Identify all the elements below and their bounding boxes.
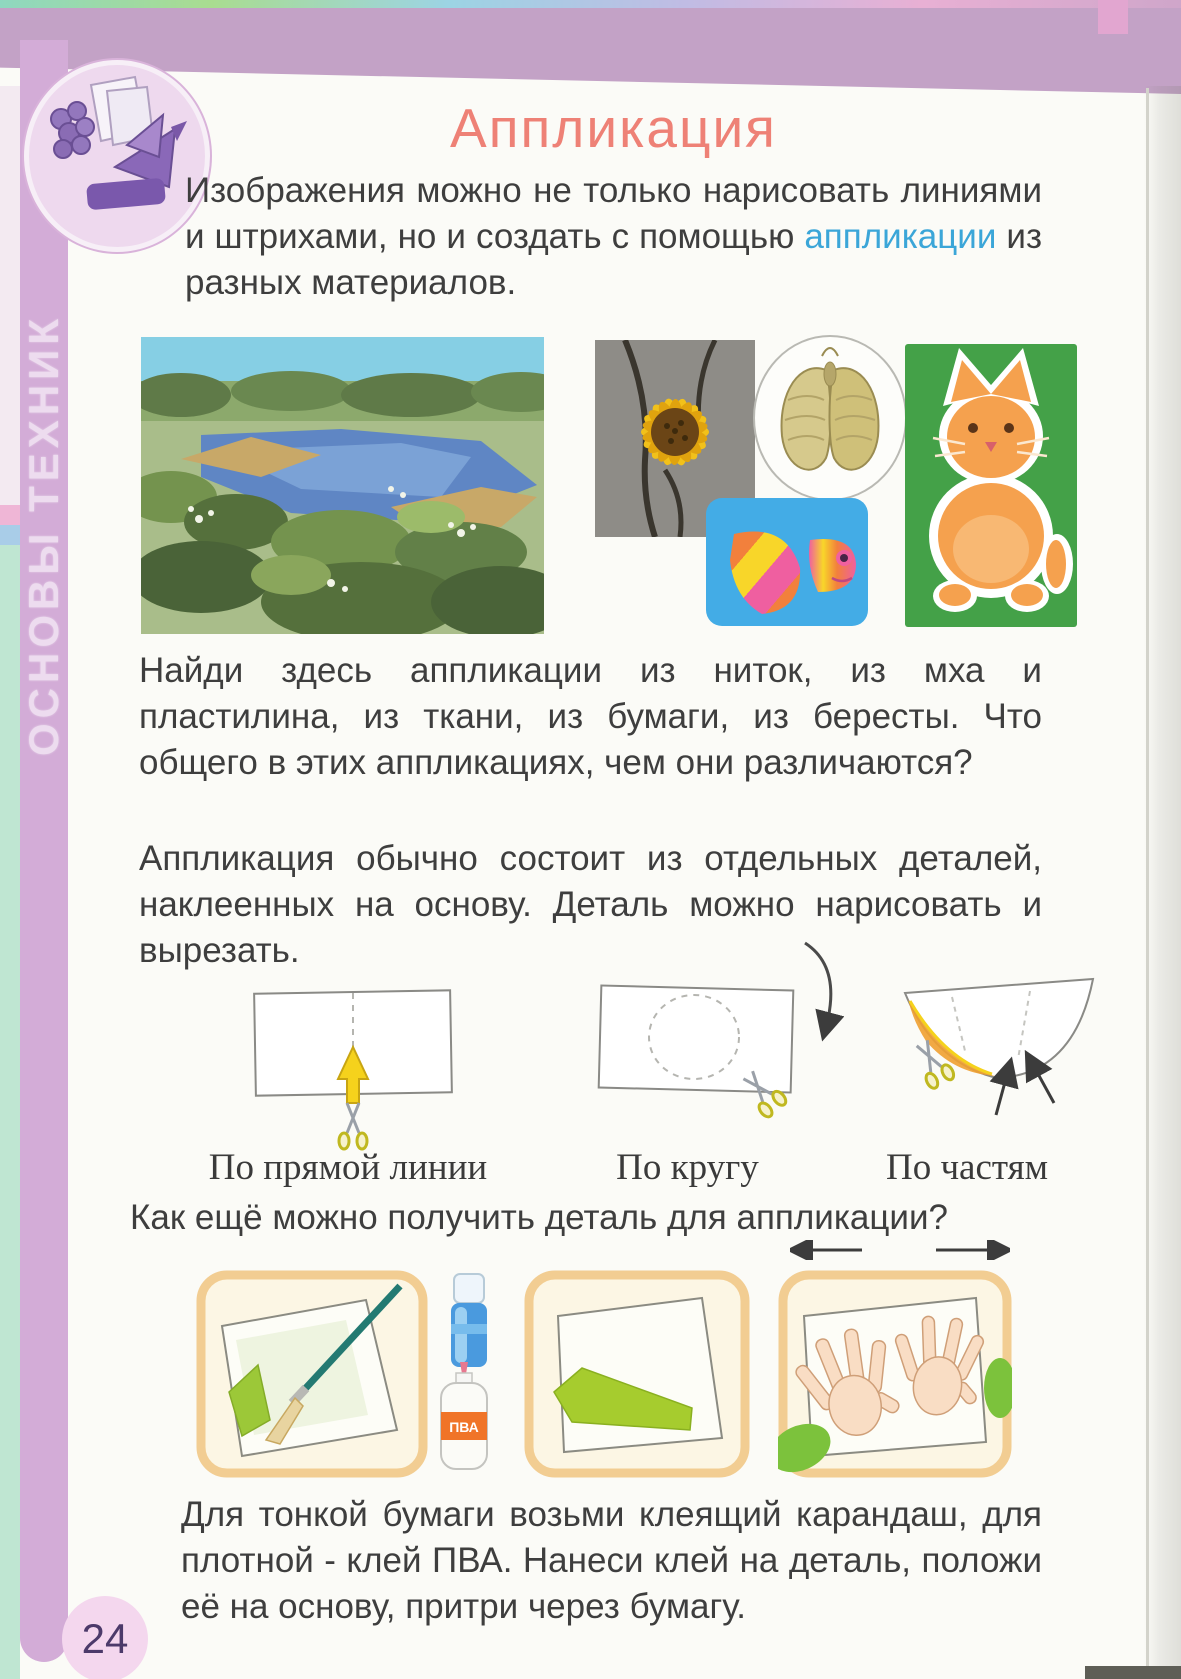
find-applique-paragraph: Найди здесь аппликации из ниток, из мха и пластилина, из ткани, из бумаги, из бересты. Что общего в этих аппликациях, чем они различаются?: [139, 651, 1042, 782]
pva-glue-bottle-icon: [428, 1360, 498, 1474]
cut-circle-diagram: [599, 943, 831, 1119]
top-color-strip: [0, 0, 1181, 8]
cutting-diagrams: [150, 935, 1100, 1180]
press-with-hands-illustration: [778, 1270, 1012, 1478]
label-cut-parts: По частям: [885, 1147, 1049, 1188]
moss-landscape-photo: [141, 337, 544, 634]
intro-paragraph: [185, 168, 1042, 306]
glue-stick-icon: [445, 1272, 493, 1370]
page-title: Аппликация: [450, 97, 777, 159]
sidebar-section-title: ОСНОВЫ ТЕХНИК: [20, 314, 67, 756]
glue-instructions-paragraph: Для тонкой бумаги возьми клеящий карандаш, для плотной - клей ПВА. Нанеси клей на деталь, положи её на основу, притри через бумагу.: [181, 1495, 1042, 1626]
question-text: Как ещё можно получить деталь для аппликации?: [130, 1198, 948, 1237]
glue-bottle-label: ПВА: [449, 1419, 479, 1435]
craft-origami-icon: [35, 71, 195, 237]
header-notch: [1098, 0, 1128, 34]
cut-by-parts-diagram: [905, 979, 1093, 1115]
page-edge-line: [1146, 88, 1149, 1668]
intro-text-before: Изображения можно не только нарисовать линиями и штрихами, но и создать с помощью: [185, 171, 1042, 256]
term-applique: аппликации: [804, 217, 997, 256]
page-edge-shadow: [1144, 86, 1181, 1679]
chapter-badge: [24, 60, 210, 252]
apply-glue-illustration: [524, 1270, 750, 1478]
paper-cat-applique: [905, 344, 1077, 627]
left-mint-strip: [0, 545, 20, 1679]
glue-tools-illustration: [196, 1270, 428, 1478]
rub-direction-arrows: [790, 1240, 1010, 1260]
label-cut-circle: По кругу: [616, 1147, 759, 1188]
left-pink-sliver: [0, 505, 20, 525]
page-number: 24: [62, 1596, 148, 1679]
left-pale-strip: [0, 86, 20, 505]
birch-bark-moth-applique: [752, 330, 908, 502]
intro-text-after: из разных материалов.: [185, 217, 1042, 302]
left-blue-sliver: [0, 525, 20, 545]
cut-straight-line-diagram: [254, 990, 452, 1149]
label-cut-straight: По прямой линии: [208, 1147, 488, 1188]
fabric-fish-applique: [706, 498, 868, 626]
applique-definition-paragraph: Аппликация обычно состоит из отдельных деталей, наклеенных на основу. Деталь можно нарисовать и вырезать.: [139, 839, 1042, 970]
bottom-corner-shadow: [1085, 1666, 1181, 1679]
